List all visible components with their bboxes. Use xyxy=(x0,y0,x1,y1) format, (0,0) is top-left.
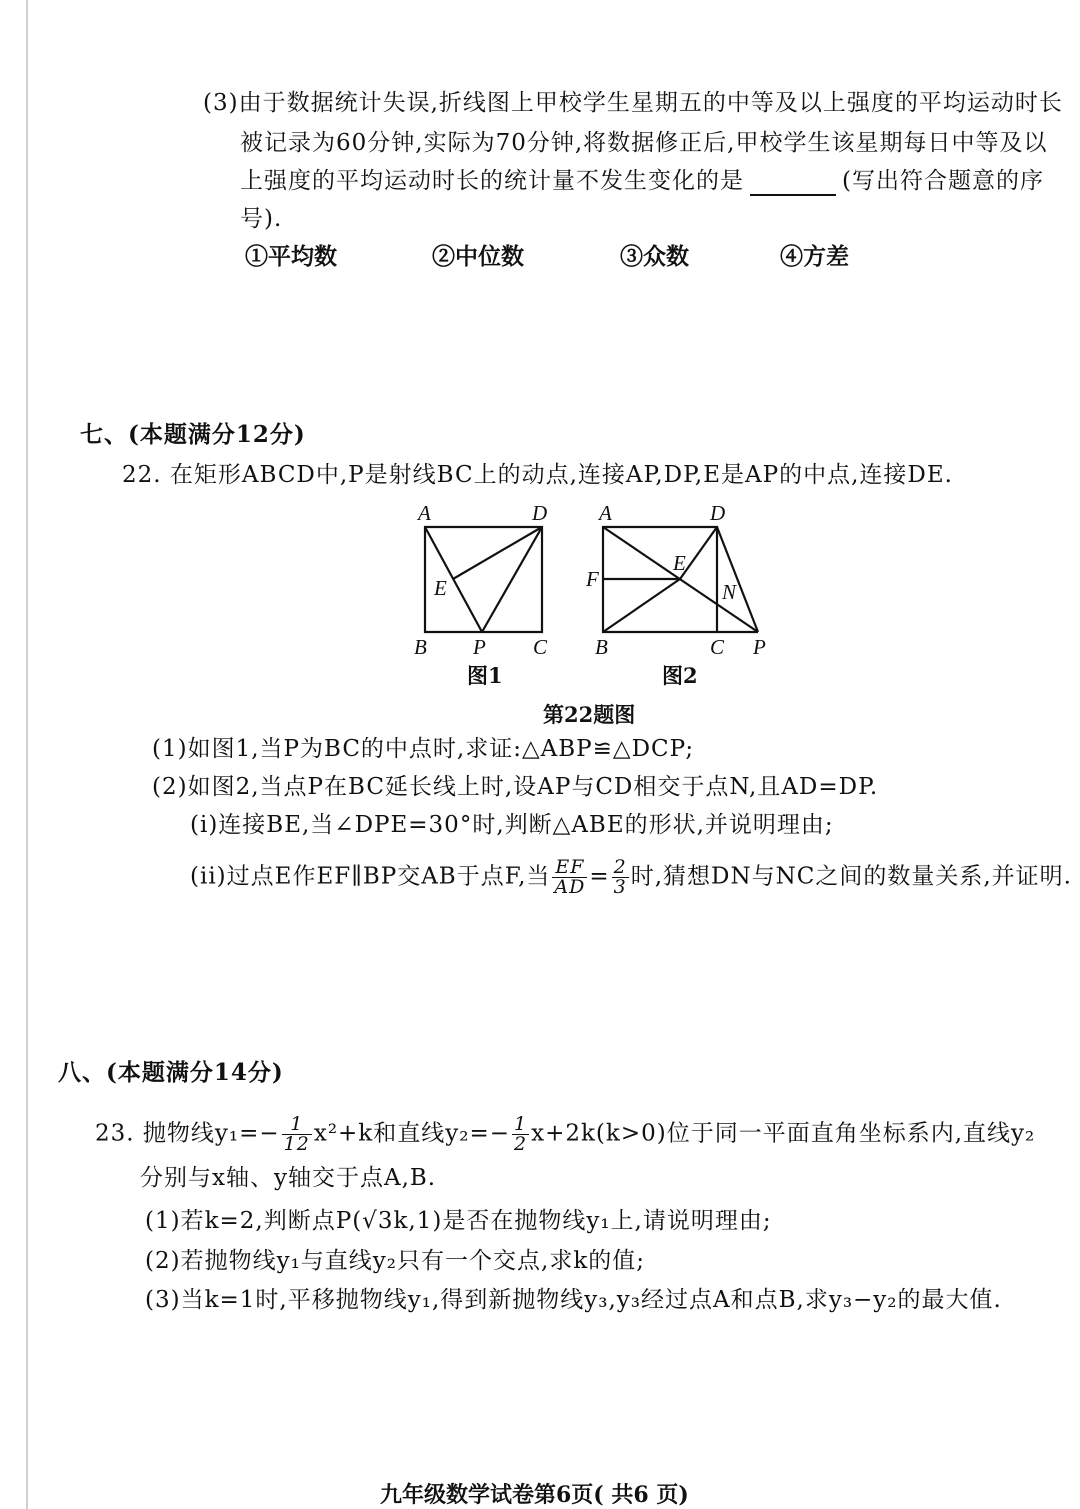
fig2-caption: 图2 xyxy=(662,663,698,688)
fig2-label-p: P xyxy=(753,635,766,659)
fraction-numerator: 2 xyxy=(613,856,627,878)
fraction-denominator: AD xyxy=(554,876,586,898)
fraction-numerator: 1 xyxy=(514,1113,528,1135)
q22-part1: (1)如图1,当P为BC的中点时,求证:△ABP≌△DCP; xyxy=(152,736,695,762)
q21-part3-line3 xyxy=(240,166,1044,196)
fig2-label-n: N xyxy=(722,580,737,604)
fraction-numerator: EF xyxy=(552,858,587,878)
fraction-two-thirds xyxy=(612,858,629,897)
q22-stem: 22. 在矩形ABCD中,P是射线BC上的动点,连接AP,DP,E是AP的中点,连接DE. xyxy=(122,462,953,488)
q23-part3: (3)当k=1时,平移抛物线y₁,得到新抛物线y₃,y₃经过点A和点B,求y₃−y₂的最大值. xyxy=(145,1287,1002,1313)
q21-part3-line3-tail: (写出符合题意的序 xyxy=(842,168,1044,194)
q23-stem-tail: x+2k(k>0)位于同一平面直角坐标系内,直线y₂ xyxy=(531,1120,1036,1147)
option-mode: ③众数 xyxy=(620,243,689,270)
fig1-caption: 图1 xyxy=(467,663,503,688)
figure-2 xyxy=(585,501,766,659)
fig1-label-b: B xyxy=(414,635,427,659)
option-variance: ④方差 xyxy=(780,243,849,270)
fraction-denominator: 12 xyxy=(283,1133,310,1155)
fig2-label-c: C xyxy=(710,635,725,659)
fig1-label-d: D xyxy=(532,501,548,525)
fig2-label-e: E xyxy=(673,551,686,575)
q23-part2: (2)若抛物线y₁与直线y₂只有一个交点,求k的值; xyxy=(145,1248,646,1274)
q23-stem-mid: x²+k和直线y₂=− xyxy=(313,1120,511,1147)
fig1-segment-dp xyxy=(482,527,542,632)
fig1-label-a: A xyxy=(418,501,431,525)
q23-stem xyxy=(95,1115,1035,1154)
fig2-label-d: D xyxy=(710,501,726,525)
q22-part2-ii-tail: 时,猜想DN与NC之间的数量关系,并证明. xyxy=(630,863,1072,890)
section7-heading: 七、(本题满分12分) xyxy=(80,421,306,448)
q21-part3-line1: (3)由于数据统计失误,折线图上甲校学生星期五的中等及以上强度的平均运动时长 xyxy=(203,90,1063,116)
section8-heading: 八、(本题满分14分) xyxy=(58,1059,284,1086)
fraction-denominator: 3 xyxy=(613,876,627,898)
q21-part3-line3-text: 上强度的平均运动时长的统计量不发生变化的是 xyxy=(240,168,744,194)
fig1-label-c: C xyxy=(533,635,548,659)
fig2-label-a: A xyxy=(599,501,612,525)
fig1-segment-de xyxy=(453,527,542,579)
fraction-one-twelfth xyxy=(282,1115,312,1154)
q22-part2-ii-text: (ii)过点E作EF∥BP交AB于点F,当 xyxy=(190,863,551,890)
option-mean: ①平均数 xyxy=(245,243,337,270)
option-median: ②中位数 xyxy=(432,243,524,270)
q22-part2-ii xyxy=(190,858,1072,897)
q21-part3-line2: 被记录为60分钟,实际为70分钟,将数据修正后,甲校学生该星期每日中等及以 xyxy=(240,130,1048,156)
fraction-denominator: 2 xyxy=(514,1133,528,1155)
q22-part2: (2)如图2,当点P在BC延长线上时,设AP与CD相交于点N,且AD=DP. xyxy=(152,774,879,800)
q22-figures xyxy=(400,495,800,660)
q21-part3-line4: 号). xyxy=(240,206,283,232)
q22-part2-i: (i)连接BE,当∠DPE=30°时,判断△ABE的形状,并说明理由; xyxy=(190,812,834,838)
fraction-ef-ad xyxy=(552,858,587,897)
fig2-label-b: B xyxy=(595,635,608,659)
figure-title: 第22题图 xyxy=(543,702,636,727)
fraction-numerator: 1 xyxy=(282,1115,312,1135)
fig1-label-e: E xyxy=(434,576,447,600)
fig2-label-f: F xyxy=(586,567,599,591)
answer-blank[interactable] xyxy=(750,172,836,196)
page-edge xyxy=(26,0,28,1509)
page-footer: 九年级数学试卷第6页( 共6 页) xyxy=(380,1482,689,1508)
figure-1 xyxy=(414,501,548,659)
q23-stem-line2: 分别与x轴、y轴交于点A,B. xyxy=(140,1165,437,1191)
fraction-one-half xyxy=(512,1115,529,1154)
fig2-segment-be xyxy=(603,579,680,632)
q23-part1: (1)若k=2,判断点P(√3k,1)是否在抛物线y₁上,请说明理由; xyxy=(145,1208,772,1234)
equals-sign: = xyxy=(589,863,610,890)
fig1-label-p: P xyxy=(473,635,486,659)
q23-stem-text: 23. 抛物线y₁=− xyxy=(95,1120,280,1147)
